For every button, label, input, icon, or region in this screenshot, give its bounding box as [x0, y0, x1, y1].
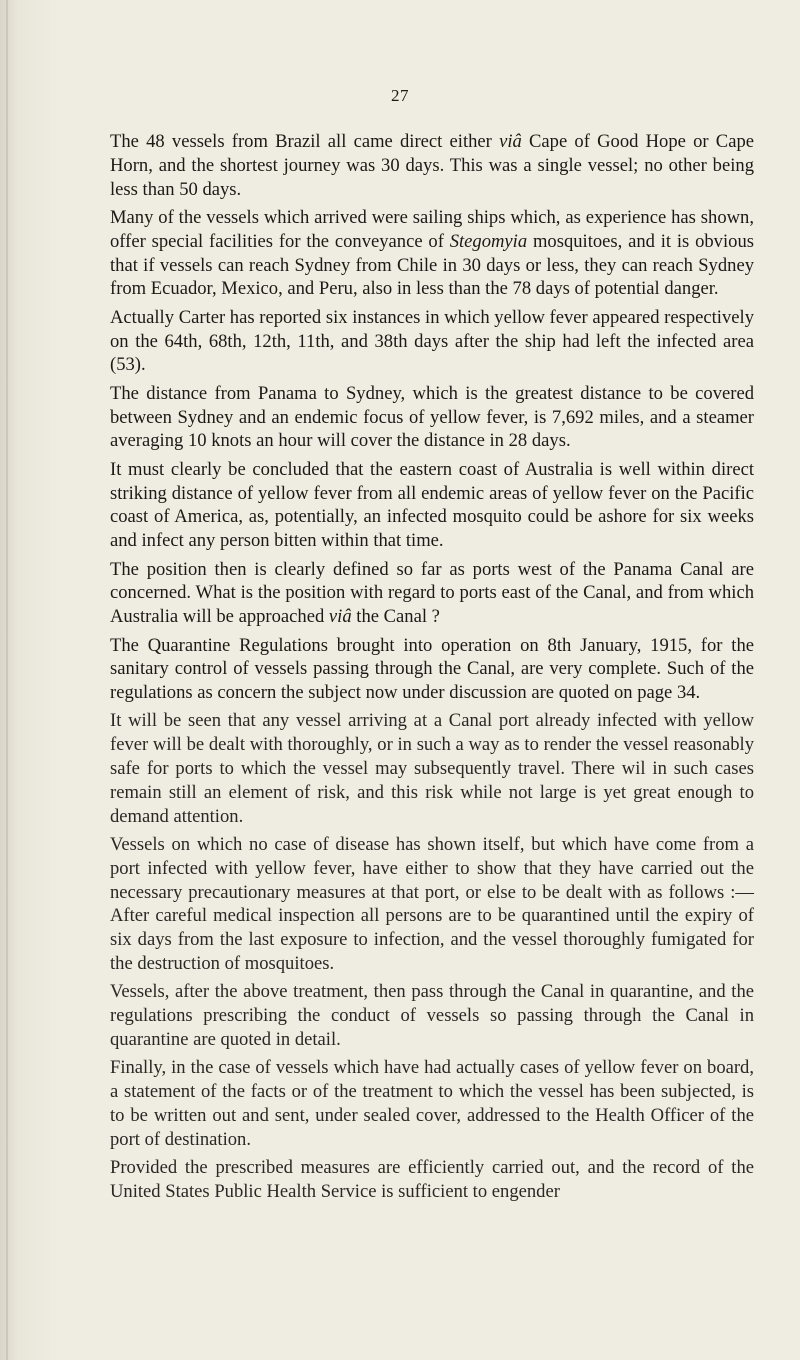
paragraph-8: It will be seen that any vessel arriving at a Canal port already infected with yellow fever will be dealt with thoroughly, or in such a way as to render the vessel reasonably safe for ports to which the vessel may subsequently travel. There wil in such cases remain still an element of risk, and this risk while not large is yet great enough to demand attention. [110, 710, 754, 827]
paragraph-1: The 48 vessels from Brazil all came direct either viâ Cape of Good Hope or Cape Horn, and the shortest journey was 30 days. This was a single vessel; no other being less than 50 days. [110, 131, 754, 200]
paragraph-3: Actually Carter has reported six instances in which yellow fever appeared respectively on the 64th, 68th, 12th, 11th, and 38th days after the ship had left the infected area (53). [110, 306, 754, 376]
page-number: 27 [391, 86, 409, 105]
paragraph-9: Vessels on which no case of disease has shown itself, but which have come from a port infected with yellow fever, have either to show that they have carried out the necessary precautionary measures at that port, or else to be dealt with as follows :—After careful medical inspection all persons are to be quarantined until the expiry of six days from the last exposure to infection, and the vessel thoroughly fumigated for the destruction of mosquitoes. [110, 834, 754, 975]
paragraph-10: Vessels, after the above treatment, then pass through the Canal in quarantine, and the regulations prescribing the conduct of vessels so passing through the Canal in quarantine are quoted in detail. [110, 981, 754, 1051]
paragraph-7: The Quarantine Regulations brought into operation on 8th January, 1915, for the sanitary control of vessels passing through the Canal, are very complete. Such of the regulations as concern the subject now under discussion are quoted on page 34. [110, 634, 754, 704]
paragraph-5: It must clearly be concluded that the eastern coast of Australia is well within direct striking distance of yellow fever from all endemic areas of yellow fever on the Pacific coast of America, as, potentially, an infected mosquito could be ashore for six weeks and infect any person bitten within that time. [110, 458, 754, 552]
paragraph-2: Many of the vessels which arrived were sailing ships which, as experience has shown, offer special facilities for the conveyance of Stegomyia mosquitoes, and it is obvious that if vessels can reach Sydney from Chile in 30 days or less, they can reach Sydney from Ecuador, Mexico, and Peru, also in less than the 78 days of potential danger. [110, 206, 754, 300]
body-text [110, 130, 754, 1208]
page-gutter [6, 0, 8, 1360]
paragraph-11: Finally, in the case of vessels which have had actually cases of yellow fever on board, a statement of the facts or of the treatment to which the vessel has been subjected, is to be written out and sent, under sealed cover, addressed to the Health Officer of the port of destination. [110, 1057, 754, 1150]
paragraph-4: The distance from Panama to Sydney, which is the greatest distance to be covered between Sydney and an endemic focus of yellow fever, is 7,692 miles, and a steamer averaging 10 knots an hour will cover the distance in 28 days. [110, 382, 754, 452]
paragraph-6: The position then is clearly defined so far as ports west of the Panama Canal are concerned. What is the position with regard to ports east of the Canal, and from which Australia will be approached viâ the Canal ? [110, 558, 754, 628]
paragraph-12: Provided the prescribed measures are efficiently carried out, and the record of the United States Public Health Service is sufficient to engender [110, 1157, 754, 1202]
